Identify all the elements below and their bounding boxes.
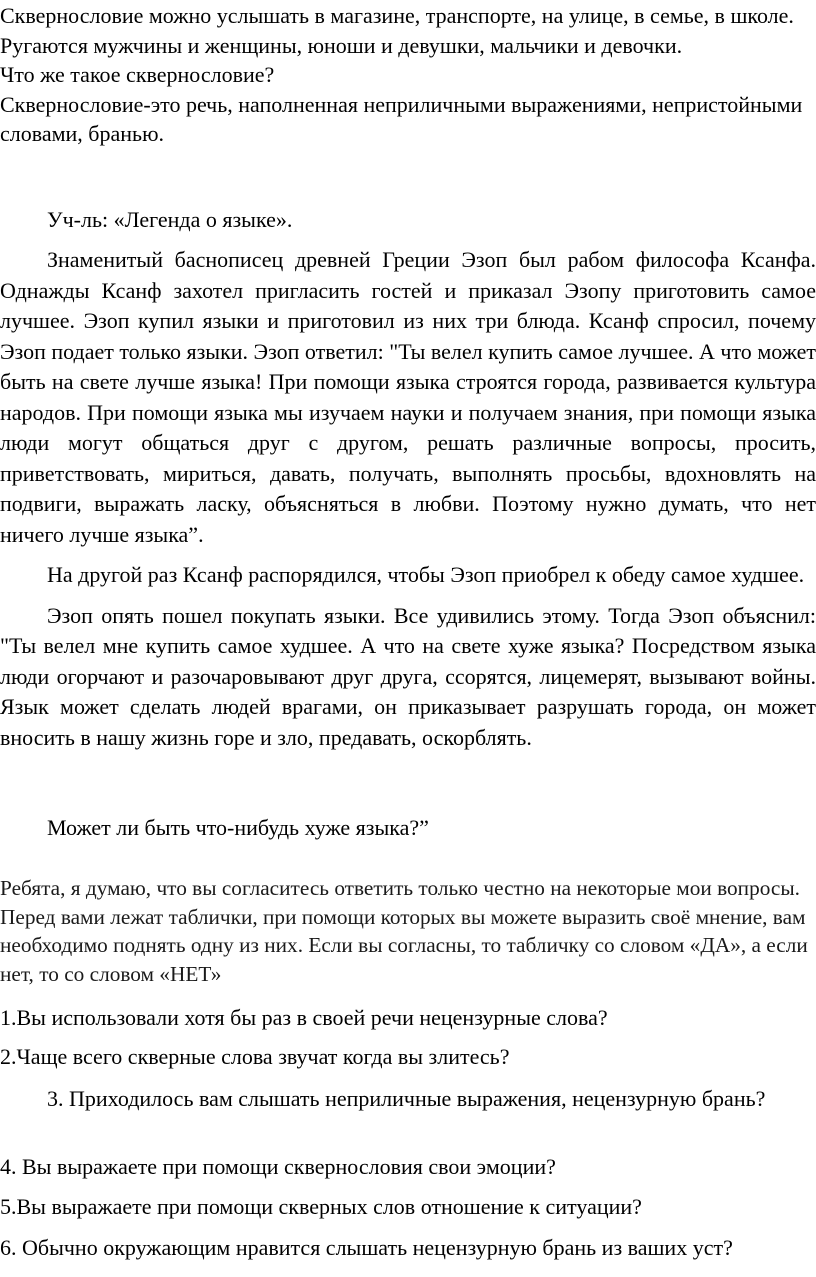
story-closing-line: Может ли быть что-нибудь хуже языка?” [47, 815, 429, 840]
question-item: 1.Вы использовали хотя бы раз в своей речи нецензурные слова? [0, 1005, 608, 1030]
legend-story [0, 245, 816, 763]
intro-paragraph: Сквернословие можно услышать в магазине, транспорте, на улице, в семье, в школе. [0, 3, 794, 28]
intro-block [0, 0, 816, 149]
question-item: 5.Вы выражаете при помощи скверных слов отношение к ситуации? [0, 1194, 642, 1219]
intro-paragraph: Ругаются мужчины и женщины, юноши и девушки, мальчики и девочки. [0, 32, 683, 58]
story-paragraph: Знаменитый баснописец древней Греции Эзоп был рабом философа Ксанфа. Однажды Ксанф захотел пригласить гостей и приказал Эзопу приготовить самое лучшее. Эзоп купил языки и приготовил из них три блюда. Ксанф спросил, почему Эзоп подает только языки. Эзоп ответил: "Ты велел купить самое лучшее. А что может быть на свете лучше языка! При помощи языка строятся города, развивается культура народов. При помощи языка мы изучаем науки и получаем знания, при помощи языка люди могут общаться друг с другом, решать различные вопросы, просить, приветствовать, мириться, давать, получать, выполнять просьбы, вдохновлять на подвиги, выражать ласку, объясняться в любви. Поэтому нужно думать, что нет ничего лучше языка”. [0, 247, 816, 547]
question-item: 3. Приходилось вам слышать неприличные выражения, нецензурную брань? [47, 1086, 766, 1111]
story-paragraph: Эзоп опять пошел покупать языки. Все удивились этому. Тогда Эзоп объяснил: "Ты велел мне купить самое худшее. А что на свете хуже языка? Посредством языка люди огорчают и разочаровывают друг друга, ссорятся, лицемерят, вызывают войны. Язык может сделать людей врагами, он приказывает разрушать города, он может вносить в нашу жизнь горе и зло, предавать, оскорблять. [0, 602, 816, 750]
story-paragraph: На другой раз Ксанф распорядился, чтобы Эзоп приобрел к обеду самое худшее. [47, 562, 805, 587]
legend-heading: Уч-ль: «Легенда о языке». [47, 207, 293, 232]
question-item: 6. Обычно окружающим нравится слышать нецензурную брань из ваших уст? [0, 1235, 733, 1260]
intro-paragraph: Что же такое сквернословие? [0, 62, 275, 87]
question-item: 2.Чаще всего скверные слова звучат когда вы злитесь? [0, 1044, 510, 1069]
question-item: 4. Вы выражаете при помощи сквернословия свои эмоции? [0, 1154, 556, 1179]
intro-paragraph: Сквернословие-это речь, наполненная неприличными выражениями, непристойными словами, бранью. [0, 91, 803, 146]
teacher-appeal: Ребята, я думаю, что вы согласитесь ответить только честно на некоторые мои вопросы. Перед вами лежат таблички, при помощи которых вы можете выразить своё мнение, вам необходимо поднять одну из них. Если вы согласны, то табличку со словом «ДА», а если нет, то со словом «НЕТ» [0, 876, 808, 987]
